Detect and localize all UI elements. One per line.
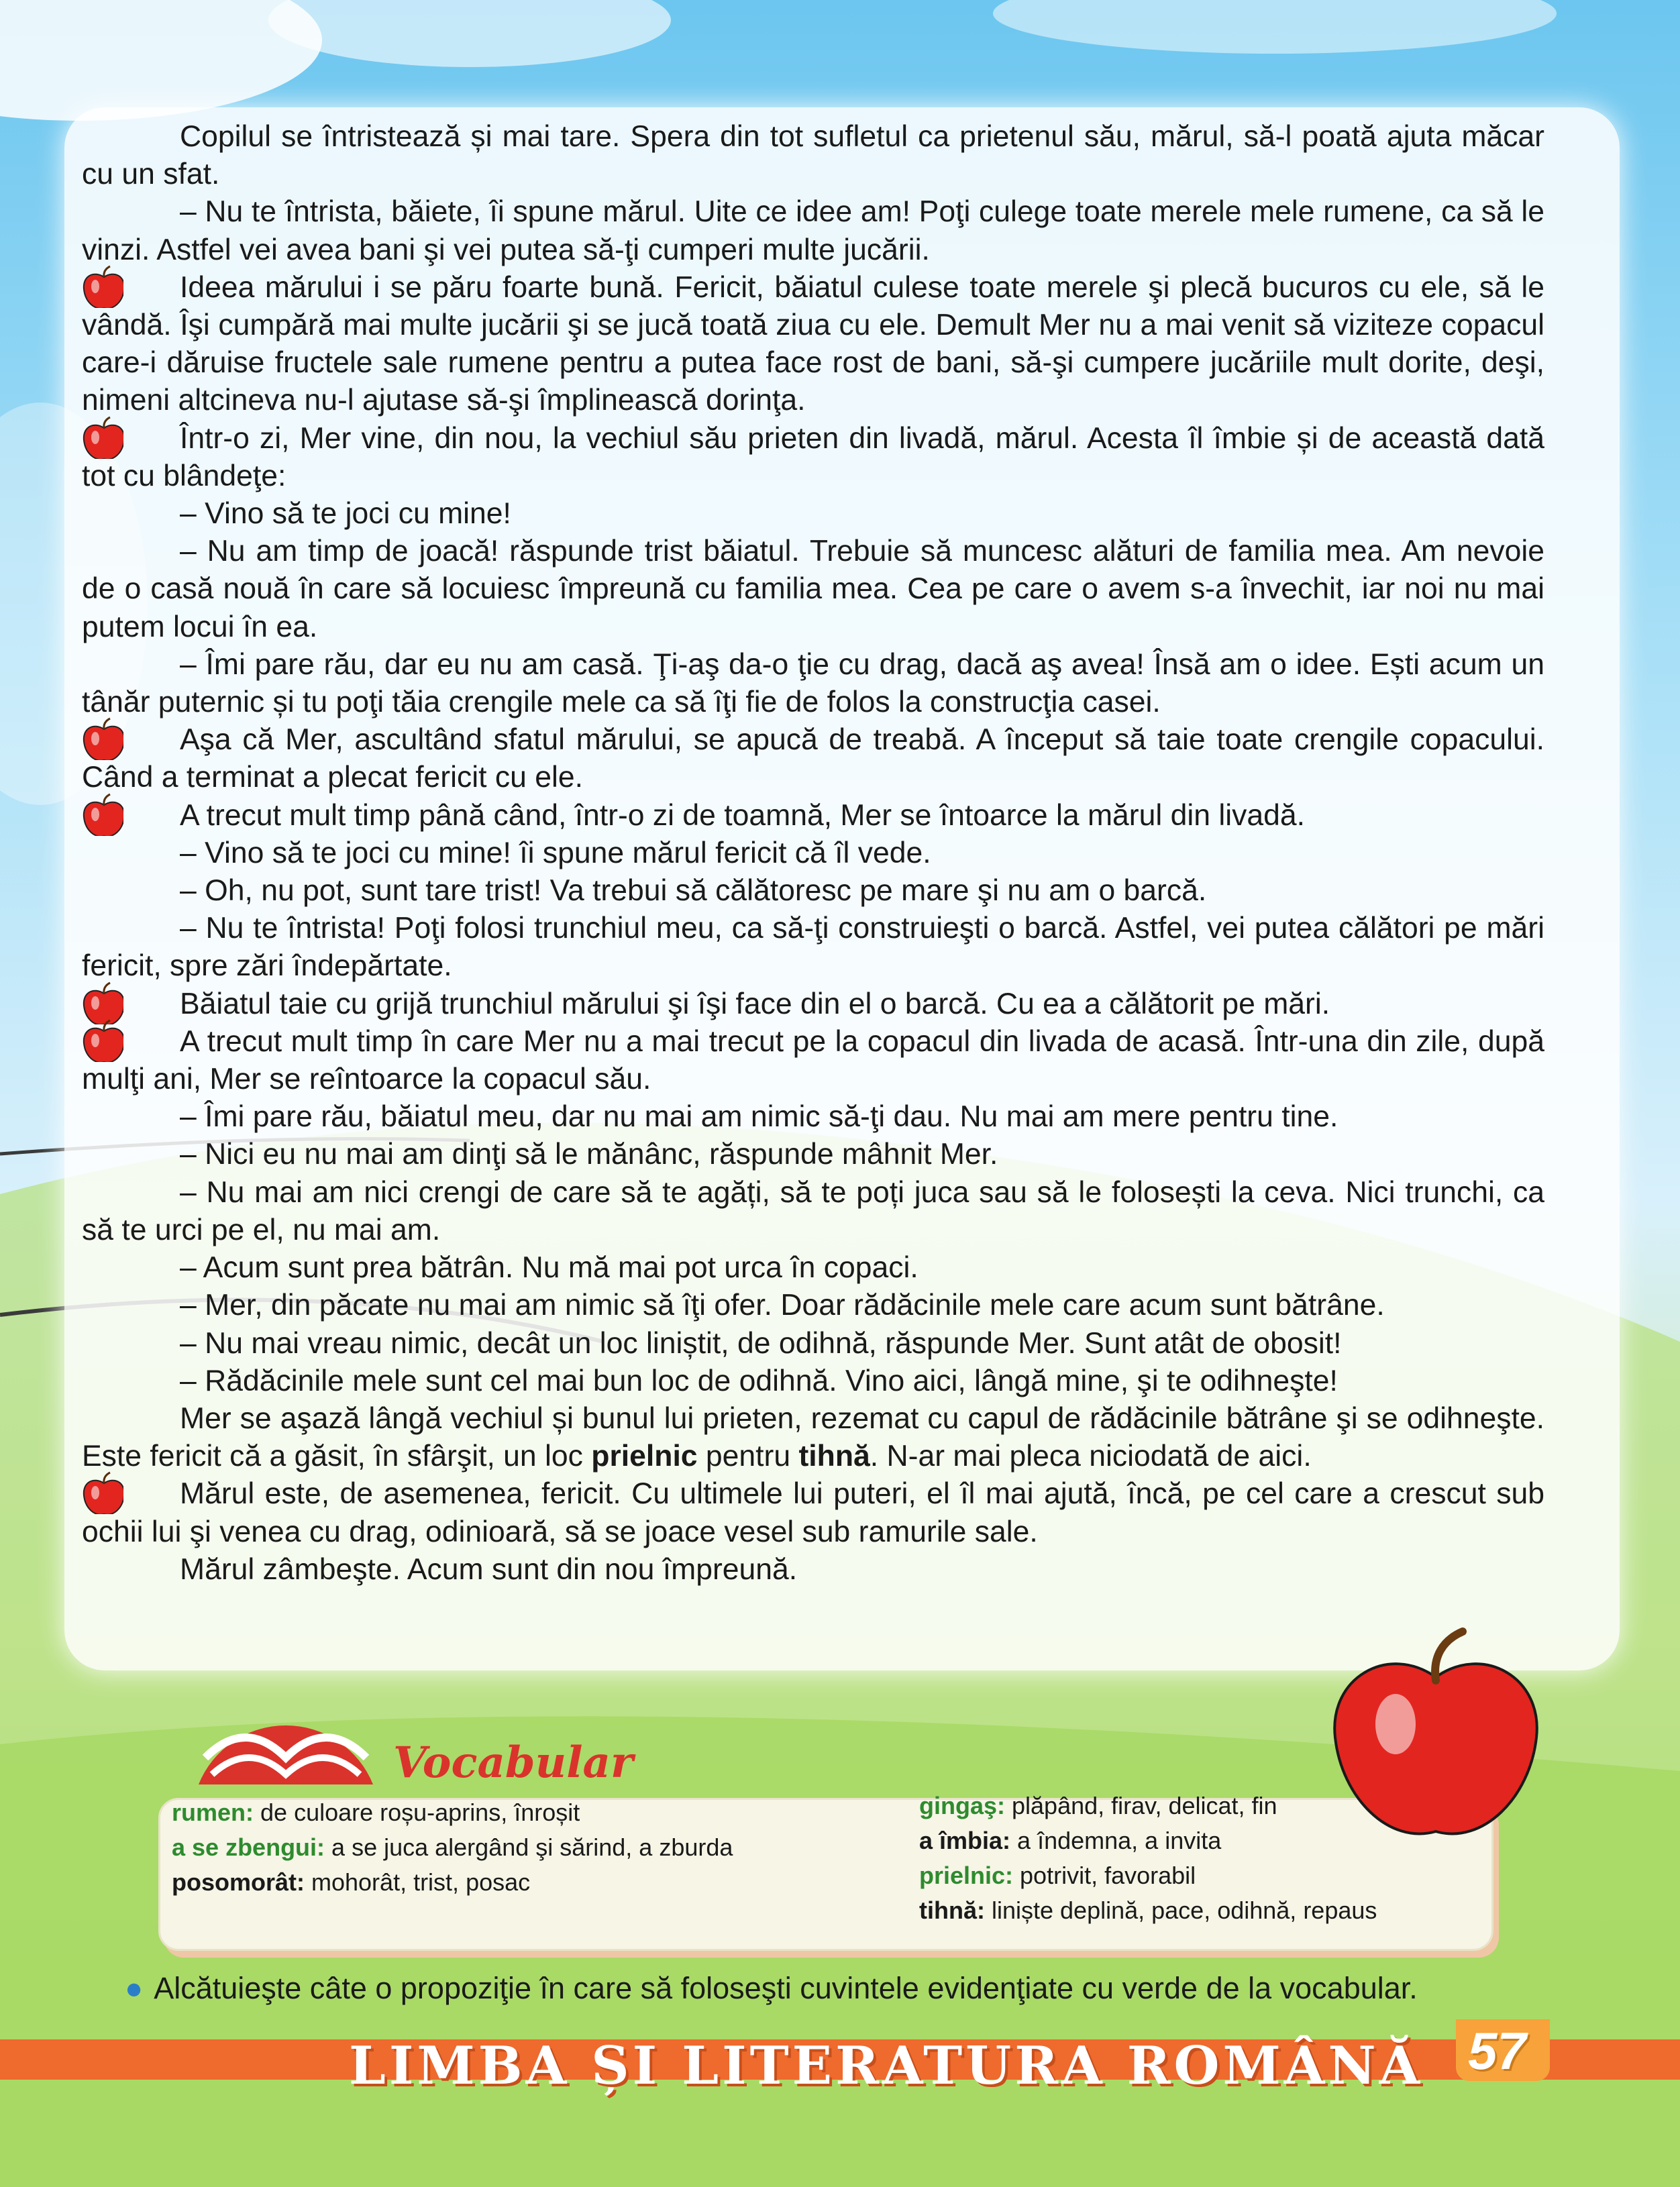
story-paragraph: Aşa că Mer, ascultând sfatul mărului, se apucă de treabă. A început să taie toate crengile copacului. Când a terminat a plecat fericit cu ele. [82, 723, 1544, 794]
story-paragraph: Ideea mărului i se păru foarte bună. Fericit, băiatul culese toate merele şi plecă bucuros cu ele, să le vândă. Îşi cumpără mai multe jucării şi se jucă toată ziua cu ele. Demult Mer nu a mai venit să viziteze copacul care-i dăruise fructele sale rumene pentru a putea face rost de bani, să-şi cumpere jucăriile mult dorite, deşi, nimeni altcineva nu-l ajutase să-şi împlinească dorinţa. [82, 270, 1544, 417]
story-paragraph: – Rădăcinile mele sunt cel mai bun loc de odihnă. Vino aici, lângă mine, şi te odihneşte! [180, 1364, 1338, 1397]
story-paragraph: Mărul este, de asemenea, fericit. Cu ultimele lui puteri, el îl mai ajută, încă, pe cel care a crescut sub ochii lui şi venea cu drag, odinioară, să se joace vesel sub ramurile sale. [82, 1477, 1544, 1548]
apple-bullet-icon [81, 265, 123, 308]
story-text-fragment: pentru [697, 1440, 799, 1473]
vocabulary-term: prielnic: [919, 1862, 1014, 1889]
story-paragraph: – Nu am timp de joacă! răspunde trist băiatul. Trebuie să muncesc alături de familia mea. Am nevoie de o casă nouă în care să locuiesc împreună cu familia mea. Cea pe care o avem s-a învechit, iar noi nu mai putem locui în ea. [82, 535, 1544, 643]
story-paragraph: – Mer, din păcate nu mai am nimic să îţi ofer. Doar rădăcinile mele care acum sunt bătrâne. [180, 1289, 1385, 1322]
vocabulary-entry [919, 1893, 1483, 1928]
vocabulary-definition: mohorât, trist, posac [305, 1868, 531, 1896]
story-paragraph: Într-o zi, Mer vine, din nou, la vechiul său prieten din livadă, mărul. Acesta îl îmbie și de această dată tot cu blândeţe: [82, 421, 1544, 492]
story-paragraph: A trecut mult timp până când, într-o zi de toamnă, Mer se întoarce la mărul din livadă. [180, 798, 1305, 832]
story-paragraph: – Vino să te joci cu mine! [180, 497, 511, 531]
story-paragraph: – Îmi pare rău, dar eu nu am casă. Ţi-aş da-o ţie cu drag, dacă aş avea! Însă am o idee. Ești acum un tânăr puternic și tu poţi tăia crengile mele ca să îţi fie de folos la construcţia casei. [82, 647, 1544, 719]
highlighted-word: prielnic [591, 1440, 698, 1473]
story-paragraph: – Oh, nu pot, sunt tare trist! Va trebui să călătoresc pe mare şi nu am o barcă. [180, 874, 1207, 908]
vocabulary-term: a se zbengui: [172, 1833, 325, 1861]
vocabulary-left-column [172, 1795, 762, 1900]
vocabulary-term: tihnă: [919, 1897, 985, 1924]
apple-bullet-icon [81, 793, 123, 836]
page-number-badge [1456, 2019, 1550, 2081]
apple-bullet-icon [81, 717, 123, 760]
apple-bullet-icon [81, 981, 123, 1024]
task-instruction [125, 1971, 1418, 2006]
bullet-icon: ● [125, 1971, 144, 2005]
story-paragraph: A trecut mult timp în care Mer nu a mai trecut pe la copacul din livada de acasă. Într-una din zile, după mulţi ani, Mer se reîntoarce la copacul său. [82, 1024, 1544, 1096]
story-paragraph: – Nu mai am nici crengi de care să te agăți, să te poți juca sau să le folosești la ceva. Nici trunchi, ca să te urci pe el, nu mai am. [82, 1175, 1544, 1246]
apple-bullet-icon [81, 416, 123, 459]
vocabulary-title: Vocabular [393, 1738, 633, 1788]
story-paragraph [82, 1400, 1544, 1475]
story-paragraph: – Vino să te joci cu mine! îi spune mărul fericit că îl vede. [180, 836, 931, 869]
story-paragraph: – Acum sunt prea bătrân. Nu mă mai pot urca în copaci. [180, 1251, 918, 1285]
apple-bullet-icon [81, 1471, 123, 1514]
vocabulary-entry [172, 1795, 762, 1830]
story-paragraph: – Nu te întrista, băiete, îi spune mărul. Uite ce idee am! Poţi culege toate merele mele rumene, ca să le vinzi. Astfel vei avea bani şi vei putea să-ţi cumperi multe jucării. [82, 195, 1544, 266]
vocabulary-definition: potrivit, favorabil [1013, 1862, 1196, 1889]
vocabulary-definition: plăpând, firav, delicat, fin [1005, 1792, 1277, 1819]
vocabulary-entry [172, 1865, 762, 1900]
apple-bullet-icon [81, 1019, 123, 1062]
vocabulary-definition: de culoare roșu-aprins, înroșit [254, 1799, 580, 1826]
story-paragraph: Băiatul taie cu grijă trunchiul mărului şi îşi face din el o barcă. Cu ea a călătorit pe mări. [180, 987, 1330, 1020]
story-paragraph: – Nu te întrista! Poţi folosi trunchiul meu, ca să-ţi construieşti o barcă. Astfel, vei putea călători pe mări fericit, spre zări îndepărtate. [82, 912, 1544, 983]
highlighted-word: tihnă [798, 1440, 870, 1473]
footer-title: LIMBA ȘI LITERATURA ROMÂNĂ [349, 2035, 1424, 2096]
vocabulary-term: posomorât: [172, 1868, 305, 1896]
vocabulary-term: gingaş: [919, 1792, 1006, 1819]
story-paragraph: Copilul se întristează și mai tare. Spera din tot sufletul ca prietenul său, mărul, să-l poată ajuta măcar cu un sfat. [82, 120, 1544, 191]
vocabulary-definition: a îndemna, a invita [1010, 1827, 1222, 1854]
story-paragraph: – Nu mai vreau nimic, decât un loc liniștit, de odihnă, răspunde Mer. Sunt atât de obosit! [180, 1326, 1342, 1360]
story-text-fragment: Mer se aşază lângă vechiul și bunul lui prieten, rezemat cu capul de rădăcinile bătrâne şi se odihneşte. Este fericit că a găsit, în sfârşit, un loc [82, 1401, 1544, 1473]
apple-illustration [1322, 1623, 1550, 1852]
story-paragraph: Mărul zâmbeşte. Acum sunt din nou împreună. [180, 1552, 798, 1586]
story-text-fragment: . N-ar mai pleca niciodată de aici. [870, 1440, 1312, 1473]
vocabulary-entry [919, 1858, 1483, 1893]
story-paragraph: – Nici eu nu mai am dinţi să le mănânc, răspunde mâhnit Mer. [180, 1138, 998, 1171]
vocabulary-entry [172, 1830, 762, 1865]
page-number: 57 [1468, 2021, 1526, 2080]
vocabulary-term: rumen: [172, 1799, 254, 1826]
task-text: Alcătuieşte câte o propoziţie în care să foloseşti cuvintele evidenţiate cu verde de la vocabular. [154, 1971, 1418, 2005]
story-paragraph: – Îmi pare rău, băiatul meu, dar nu mai am nimic să-ţi dau. Nu mai am mere pentru tine. [180, 1100, 1338, 1134]
vocabulary-definition: a se juca alergând şi sărind, a zburda [325, 1833, 733, 1861]
open-book-icon [185, 1677, 386, 1791]
vocabulary-term: a îmbia: [919, 1827, 1011, 1854]
story-text [82, 118, 1544, 1589]
vocabulary-definition: liniște deplină, pace, odihnă, repaus [984, 1897, 1377, 1924]
